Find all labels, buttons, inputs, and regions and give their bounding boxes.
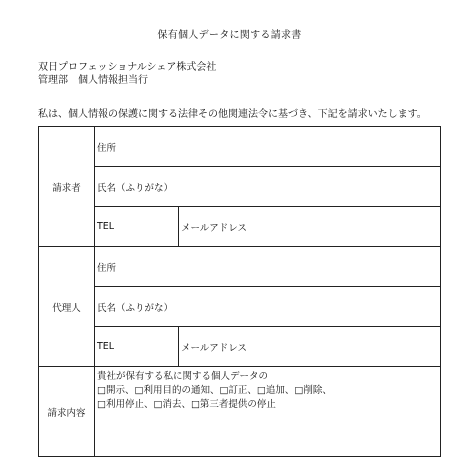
request-heading: 請求内容 (39, 367, 95, 457)
request-content-row (39, 367, 441, 457)
agent-email-field[interactable] (179, 327, 441, 367)
requester-email-field[interactable] (179, 207, 441, 247)
addressee-company: 双日プロフェッショナルシェア株式会社 (38, 62, 217, 73)
requester-name-field[interactable] (95, 167, 441, 207)
requester-address-field[interactable] (95, 127, 441, 167)
request-form-table (38, 126, 441, 457)
request-content-field[interactable] (95, 367, 441, 457)
requester-name-label: 氏名（ふりがな） (97, 182, 174, 194)
request-line-2: □開示、□利用目的の通知、□訂正、□追加、□削除、 (97, 385, 332, 396)
addressee-department: 管理部 個人情報担当行 (38, 75, 148, 86)
requester-tel-field[interactable] (95, 207, 179, 247)
agent-address-row (39, 247, 441, 287)
page-margin-mask (442, 118, 459, 430)
document-title: 保有個人データに関する請求書 (157, 30, 302, 41)
agent-name-row (39, 287, 441, 327)
agent-name-field[interactable] (95, 287, 441, 327)
requester-contact-row (39, 207, 441, 247)
request-line-3: □利用停止、□消去、□第三者提供の停止 (97, 399, 276, 410)
requester-email-label: メールアドレス (181, 222, 248, 234)
agent-tel-field[interactable] (95, 327, 179, 367)
agent-heading: 代理人 (39, 247, 95, 367)
requester-address-row (39, 127, 441, 167)
intro-statement: 私は、個人情報の保護に関する法律その他関連法令に基づき、下記を請求いたします。 (38, 109, 427, 120)
addressee-block (38, 61, 216, 87)
agent-name-label: 氏名（ふりがな） (97, 302, 174, 314)
agent-tel-label: TEL (97, 341, 115, 352)
request-line-1: 貴社が保有する私に関する個人データの (97, 371, 269, 382)
agent-address-label: 住所 (97, 262, 117, 274)
requester-tel-label: TEL (97, 221, 115, 232)
requester-name-row (39, 167, 441, 207)
requester-heading: 請求者 (39, 127, 95, 247)
agent-email-label: メールアドレス (181, 342, 248, 354)
agent-contact-row (39, 327, 441, 367)
agent-address-field[interactable] (95, 247, 441, 287)
requester-address-label: 住所 (97, 142, 117, 154)
